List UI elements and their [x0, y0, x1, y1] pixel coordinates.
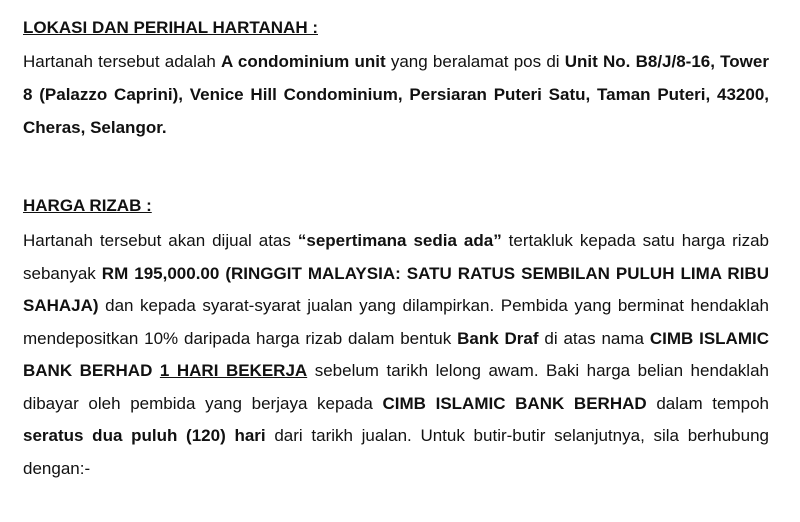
bank-name: CIMB ISLAMIC BANK BERHAD — [382, 393, 647, 413]
section-heading-property-location: LOKASI DAN PERIHAL HARTANAH : — [23, 18, 318, 37]
text-run: dan kepada syarat-syarat jualan yang dilampirkan. Pembida yang berminat hendaklah mendepositkan 10% daripada harga rizab dalam bentuk — [23, 296, 769, 348]
text-run: sebelum tarikh lelong awam. Baki harga belian hendaklah dibayar oleh pembida yang berjaya kepada — [23, 361, 769, 413]
property-description-paragraph — [23, 45, 769, 144]
deposit-deadline-underline: 1 HARI BEKERJA — [159, 361, 308, 380]
sale-condition: “sepertimana sedia ada” — [297, 231, 502, 250]
section-heading-reserve-price: HARGA RIZAB : — [23, 196, 152, 215]
text-run: tertakluk kepada satu harga rizab sebanyak — [23, 231, 769, 283]
reserve-price-paragraph — [23, 225, 769, 485]
text-run: dari tarikh jualan. Untuk butir-butir selanjutnya, sila berhubung dengan:- — [23, 426, 769, 478]
property-address: Unit No. B8/J/8-16, Tower 8 (Palazzo Caprini), Venice Hill Condominium, Persiaran Puteri Satu, Taman Puteri, 43200, Cheras, Selangor. — [23, 52, 769, 137]
text-run: di atas nama — [538, 328, 650, 348]
text-run — [152, 361, 160, 380]
text-run: yang beralamat pos di — [385, 52, 565, 71]
text-run: Hartanah tersebut akan dijual atas — [23, 231, 298, 250]
payment-period: seratus dua puluh (120) hari — [23, 426, 266, 445]
text-run: Hartanah tersebut adalah — [23, 52, 222, 71]
bank-name: CIMB ISLAMIC BANK BERHAD — [23, 328, 769, 380]
text-run: dalam tempoh — [646, 393, 769, 413]
payment-method: Bank Draf — [457, 328, 539, 348]
deposit-deadline — [160, 361, 307, 380]
property-type: A condominium unit — [221, 52, 386, 71]
reserve-price-amount: RM 195,000.00 (RINGGIT MALAYSIA: SATU RATUS SEMBILAN PULUH LIMA RIBU SAHAJA) — [23, 263, 769, 315]
